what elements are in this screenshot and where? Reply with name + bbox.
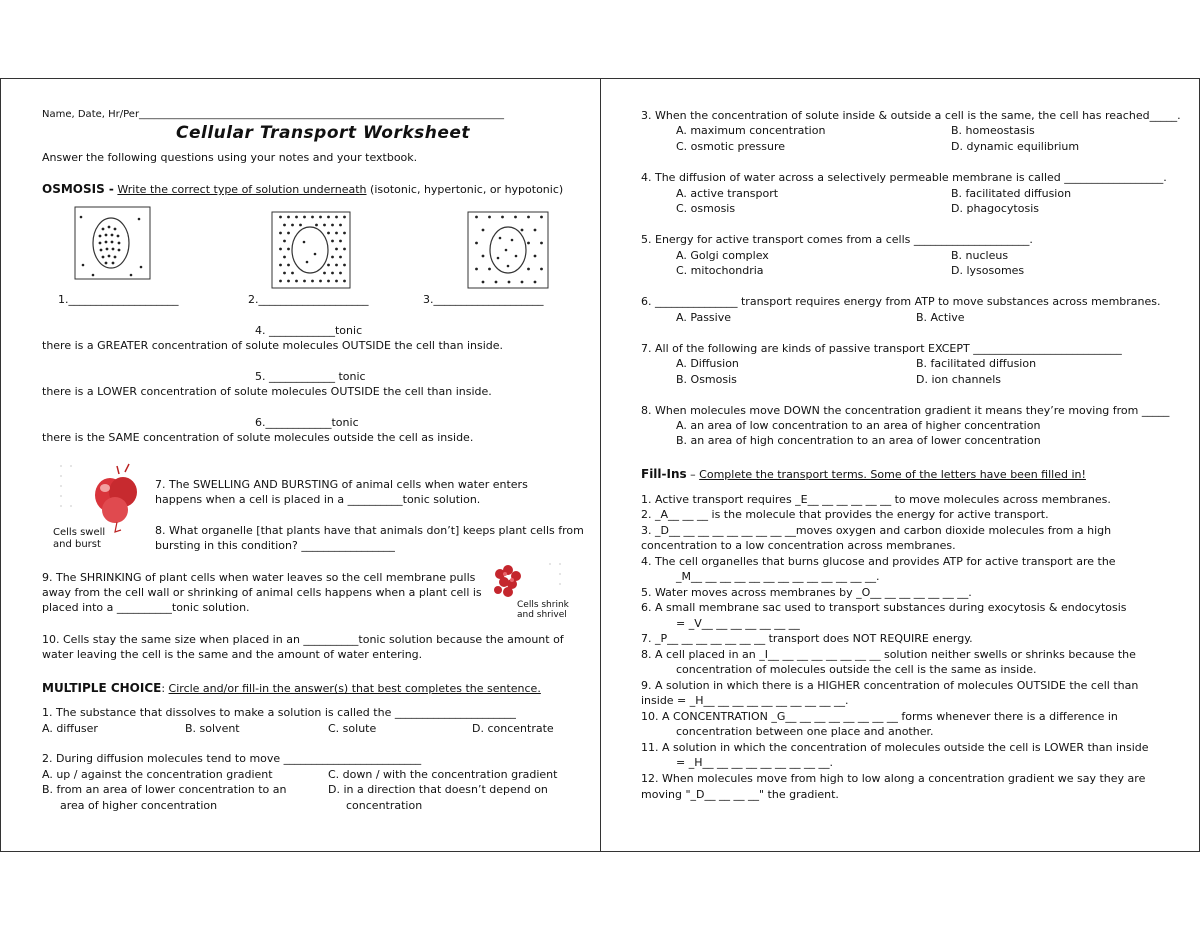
r-question-8[interactable]: 8. When molecules move DOWN the concentration gradient it means they’re moving from _____ bbox=[641, 404, 1170, 417]
r-q3-option-d[interactable]: D. dynamic equilibrium bbox=[951, 140, 1080, 153]
question-6-text: there is the SAME concentration of solute molecules outside the cell as inside. bbox=[42, 431, 474, 444]
question-4-text: there is a GREATER concentration of solute molecules OUTSIDE the cell than inside. bbox=[42, 339, 504, 352]
mc1-option-a[interactable]: A. diffuser bbox=[42, 722, 98, 735]
mc1-option-b[interactable]: B. solvent bbox=[185, 722, 240, 735]
r-question-6[interactable]: 6. _______________ transport requires energy from ATP to move substances across membranes. bbox=[641, 295, 1161, 308]
worksheet-title: Cellular Transport Worksheet bbox=[176, 123, 471, 143]
r-q4-option-c[interactable]: C. osmosis bbox=[676, 202, 736, 215]
mc1-option-c[interactable]: C. solute bbox=[328, 722, 377, 735]
cells-shrink-caption: Cells shrink bbox=[517, 600, 569, 610]
mc2-option-c[interactable]: C. down / with the concentration gradient bbox=[328, 768, 558, 781]
question-9-line-3[interactable]: placed into a __________tonic solution. bbox=[42, 601, 250, 614]
and-shrivel-caption: and shrivel bbox=[517, 610, 567, 620]
question-4-blank[interactable]: 4. ____________tonic bbox=[255, 324, 363, 337]
cell-diagram-2 bbox=[270, 210, 352, 290]
mc-question-2[interactable]: 2. During diffusion molecules tend to move _________________________ bbox=[42, 752, 422, 765]
fill-in-3-line-1[interactable]: 3. _D__ __ __ __ __ __ __ __ __moves oxygen and carbon dioxide molecules from a high bbox=[641, 524, 1112, 537]
osmosis-heading: OSMOSIS - bbox=[42, 182, 114, 196]
osmosis-options: (isotonic, hypertonic, or hypotonic) bbox=[366, 183, 564, 196]
r-q7-option-c[interactable]: B. Osmosis bbox=[676, 373, 737, 386]
name-date-line: Name, Date, Hr/Per_________________________________________________________________________ bbox=[42, 109, 505, 120]
cells-swell-caption: Cells swell bbox=[53, 527, 106, 538]
cell-diagram-1 bbox=[73, 205, 153, 283]
instructions: Answer the following questions using your notes and your textbook. bbox=[42, 151, 418, 164]
r-q4-option-b[interactable]: B. facilitated diffusion bbox=[951, 187, 1072, 200]
r-q3-option-c[interactable]: C. osmotic pressure bbox=[676, 140, 786, 153]
fill-ins-instruction: Complete the transport terms. Some of the letters have been filled in! bbox=[699, 468, 1086, 481]
answer-blank-1[interactable]: 1.____________________ bbox=[58, 293, 179, 306]
mc2-option-b-line-1[interactable]: B. from an area of lower concentration to an bbox=[42, 783, 287, 796]
fill-in-7[interactable]: 7. _P__ __ __ __ __ __ __ transport does NOT REQUIRE energy. bbox=[641, 632, 973, 645]
r-q8-option-a[interactable]: A. an area of low concentration to an area of higher concentration bbox=[676, 419, 1041, 432]
fill-in-11-line-2[interactable]: = _H__ __ __ __ __ __ __ __ __. bbox=[676, 756, 833, 769]
multiple-choice-heading: MULTIPLE CHOICE bbox=[42, 681, 162, 695]
fill-in-12-line-2[interactable]: moving "_D__ __ __ __" the gradient. bbox=[641, 788, 839, 801]
fill-in-9-line-2[interactable]: inside = _H__ __ __ __ __ __ __ __ __ __. bbox=[641, 694, 849, 707]
fill-in-4-line-2[interactable]: _M__ __ __ __ __ __ __ __ __ __ __ __ __. bbox=[676, 570, 880, 583]
question-7-line-2[interactable]: happens when a cell is placed in a __________tonic solution. bbox=[155, 493, 481, 506]
fill-in-3-line-2: concentration to a low concentration across membranes. bbox=[641, 539, 956, 552]
question-7-line-1: 7. The SWELLING AND BURSTING of animal cells when water enters bbox=[155, 478, 528, 491]
r-q5-option-b[interactable]: B. nucleus bbox=[951, 249, 1009, 262]
question-5-text: there is a LOWER concentration of solute molecules OUTSIDE the cell than inside. bbox=[42, 385, 492, 398]
cell-diagram-3 bbox=[466, 210, 550, 290]
mc1-option-d[interactable]: D. concentrate bbox=[472, 722, 554, 735]
answer-blank-3[interactable]: 3.____________________ bbox=[423, 293, 544, 306]
mc2-option-a[interactable]: A. up / against the concentration gradient bbox=[42, 768, 273, 781]
r-q5-option-c[interactable]: C. mitochondria bbox=[676, 264, 764, 277]
fill-ins-heading: Fill-Ins bbox=[641, 467, 687, 481]
multiple-choice-header: MULTIPLE CHOICE: Circle and/or fill-in the answer(s) that best completes the sentence. bbox=[42, 681, 541, 695]
question-10-line-1[interactable]: 10. Cells stay the same size when placed in an __________tonic solution because the amount of bbox=[42, 633, 564, 646]
r-q4-option-a[interactable]: A. active transport bbox=[676, 187, 779, 200]
fill-ins-dash: – bbox=[686, 468, 700, 481]
r-question-3[interactable]: 3. When the concentration of solute inside & outside a cell is the same, the cell has reached_____. bbox=[641, 109, 1181, 122]
r-q4-option-d[interactable]: D. phagocytosis bbox=[951, 202, 1039, 215]
r-question-5[interactable]: 5. Energy for active transport comes from a cells _____________________. bbox=[641, 233, 1033, 246]
r-q7-option-a[interactable]: A. Diffusion bbox=[676, 357, 739, 370]
r-q3-option-b[interactable]: B. homeostasis bbox=[951, 124, 1035, 137]
r-q5-option-d[interactable]: D. lysosomes bbox=[951, 264, 1025, 277]
question-9-line-1: 9. The SHRINKING of plant cells when water leaves so the cell membrane pulls bbox=[42, 571, 476, 584]
mc2-option-d-line-2: concentration bbox=[346, 799, 423, 812]
fill-in-8-line-2: concentration of molecules outside the cell is the same as inside. bbox=[676, 663, 1037, 676]
mc2-option-b-line-2: area of higher concentration bbox=[60, 799, 218, 812]
question-6-blank[interactable]: 6.____________tonic bbox=[255, 416, 359, 429]
osmosis-line bbox=[42, 183, 563, 196]
answer-blank-2[interactable]: 2.____________________ bbox=[248, 293, 369, 306]
fill-in-5[interactable]: 5. Water moves across membranes by _O__ __ __ __ __ __ __. bbox=[641, 586, 972, 599]
fill-in-6-line-1: 6. A small membrane sac used to transport substances during exocytosis & endocytosis bbox=[641, 601, 1127, 614]
r-q3-option-a[interactable]: A. maximum concentration bbox=[676, 124, 826, 137]
fill-in-1[interactable]: 1. Active transport requires _E__ __ __ __ __ __ to move molecules across membranes. bbox=[641, 493, 1111, 506]
r-question-4[interactable]: 4. The diffusion of water across a selectively permeable membrane is called __________________. bbox=[641, 171, 1167, 184]
fill-in-6-line-2[interactable]: = _V__ __ __ __ __ __ __ bbox=[676, 617, 800, 630]
fill-in-10-line-1[interactable]: 10. A CONCENTRATION _G__ __ __ __ __ __ __ __ forms whenever there is a difference in bbox=[641, 710, 1118, 723]
r-q8-option-b[interactable]: B. an area of high concentration to an area of lower concentration bbox=[676, 434, 1041, 447]
question-9-line-2: away from the cell wall or shrinking of animal cells happens when a plant cell is bbox=[42, 586, 482, 599]
r-q7-option-d[interactable]: D. ion channels bbox=[916, 373, 1001, 386]
column-divider bbox=[600, 79, 601, 851]
page-left-border bbox=[0, 79, 1, 851]
osmosis-instruction: Write the correct type of solution underneath bbox=[117, 183, 367, 196]
fill-in-2[interactable]: 2. _A__ __ __ is the molecule that provides the energy for active transport. bbox=[641, 508, 1049, 521]
question-8-line-2[interactable]: bursting in this condition? _________________ bbox=[155, 539, 395, 552]
and-burst-caption: and burst bbox=[53, 539, 101, 550]
fill-in-12-line-1: 12. When molecules move from high to low along a concentration gradient we say they are bbox=[641, 772, 1146, 785]
fill-in-8-line-1[interactable]: 8. A cell placed in an _I__ __ __ __ __ __ __ __ solution neither swells or shrinks because the bbox=[641, 648, 1136, 661]
mc-question-1[interactable]: 1. The substance that dissolves to make a solution is called the ______________________ bbox=[42, 706, 516, 719]
r-question-7[interactable]: 7. All of the following are kinds of passive transport EXCEPT ___________________________ bbox=[641, 342, 1122, 355]
fill-in-4-line-1: 4. The cell organelles that burns glucose and provides ATP for active transport are the bbox=[641, 555, 1116, 568]
question-10-line-2: water leaving the cell is the same and the amount of water entering. bbox=[42, 648, 423, 661]
fill-in-11-line-1: 11. A solution in which the concentration of molecules outside the cell is LOWER than inside bbox=[641, 741, 1149, 754]
fill-ins-header bbox=[641, 468, 1086, 481]
r-q6-option-b[interactable]: B. Active bbox=[916, 311, 965, 324]
question-8-line-1: 8. What organelle [that plants have that animals don’t] keeps plant cells from bbox=[155, 524, 584, 537]
r-q5-option-a[interactable]: A. Golgi complex bbox=[676, 249, 769, 262]
r-q6-option-a[interactable]: A. Passive bbox=[676, 311, 731, 324]
multiple-choice-instruction: Circle and/or fill-in the answer(s) that best completes the sentence. bbox=[168, 682, 541, 695]
r-q7-option-b[interactable]: B. facilitated diffusion bbox=[916, 357, 1037, 370]
fill-in-9-line-1: 9. A solution in which there is a HIGHER concentration of molecules OUTSIDE the cell than bbox=[641, 679, 1139, 692]
fill-in-10-line-2: concentration between one place and another. bbox=[676, 725, 934, 738]
mc2-option-d-line-1[interactable]: D. in a direction that doesn’t depend on bbox=[328, 783, 548, 796]
question-5-blank[interactable]: 5. ____________ tonic bbox=[255, 370, 366, 383]
